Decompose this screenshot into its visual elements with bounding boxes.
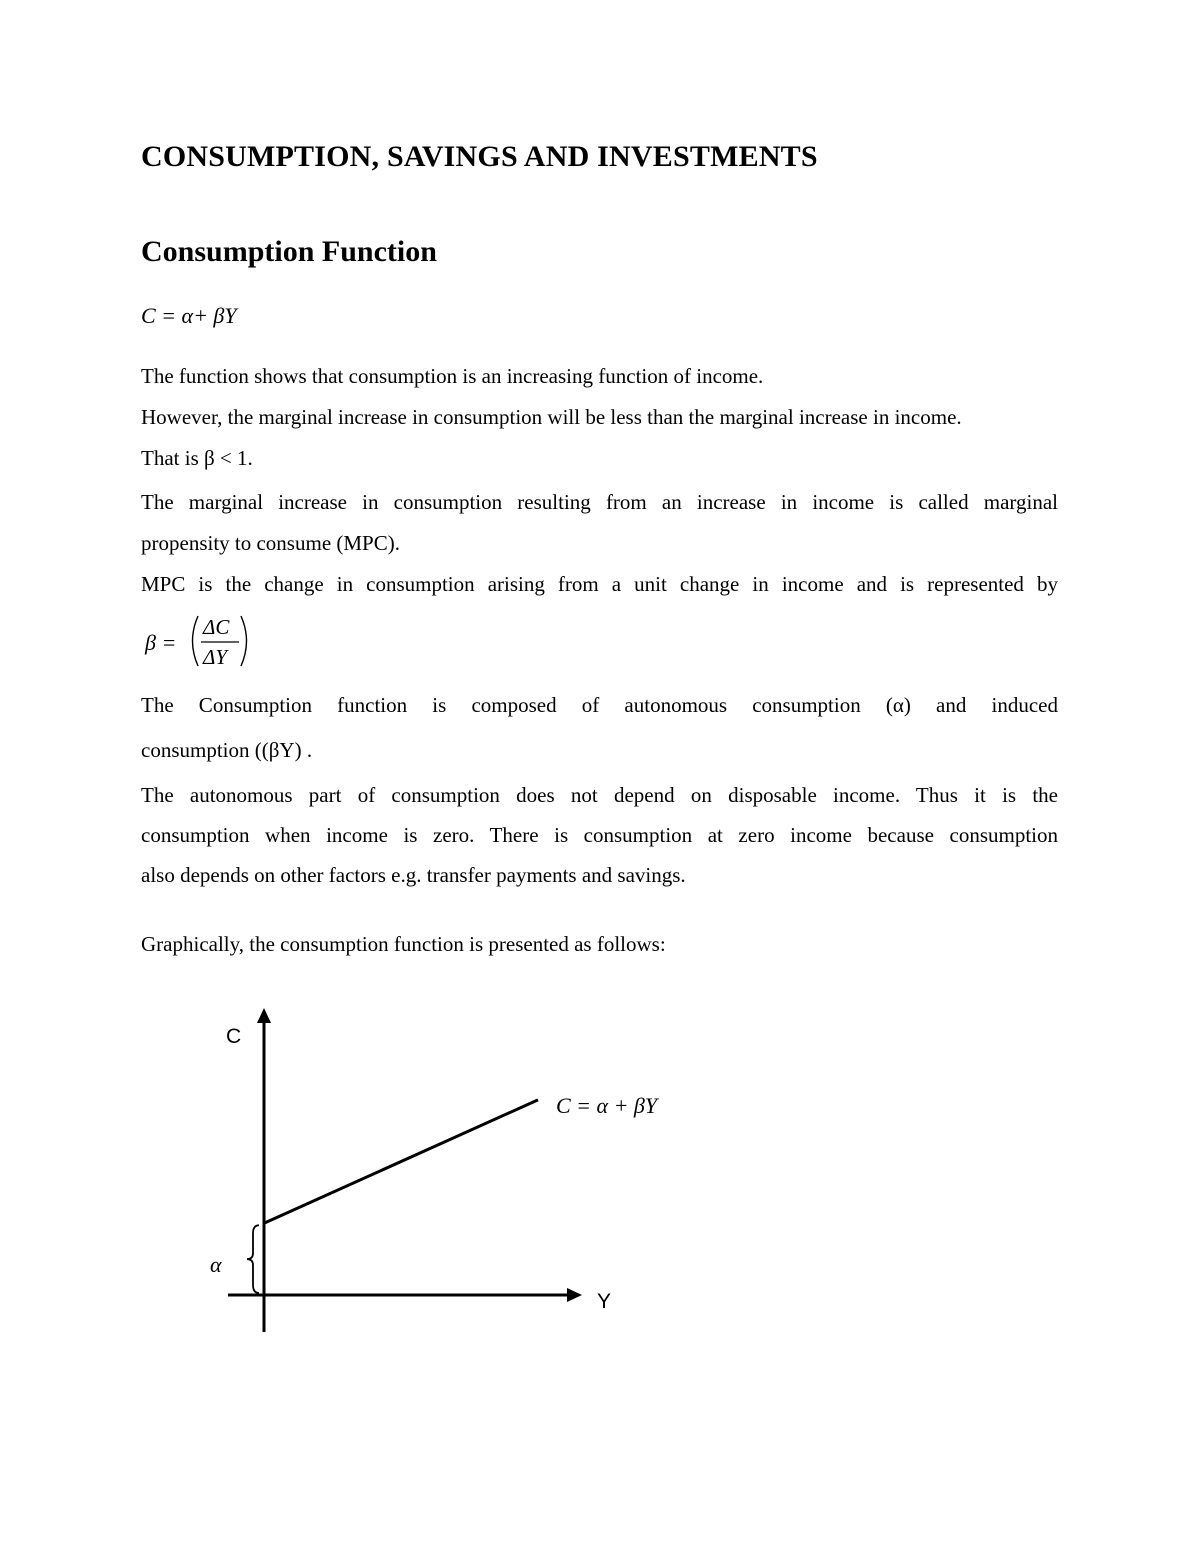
line-label: C = α + βY [556,1093,658,1118]
paragraph-4-line-2: propensity to consume (MPC). [141,531,400,555]
consumption-function-graph [0,990,1200,1350]
mpc-lhs: β = [145,630,177,655]
paragraph-6-line-2: consumption ((βY) . [141,738,313,762]
mpc-denominator: ΔY [203,645,228,669]
y-axis-label: C [226,1025,242,1048]
y-axis-arrow-icon [257,1008,271,1023]
paragraph-3: That is β < 1. [141,446,253,470]
section-heading: Consumption Function [141,235,437,268]
paragraph-5-line-1: MPC is the change in consumption arising from a unit change in income and is represented by [141,572,1058,596]
paragraph-1: The function shows that consumption is an increasing function of income. [141,364,764,388]
page-title: CONSUMPTION, SAVINGS AND INVESTMENTS [141,140,818,173]
right-paren-icon [241,616,247,666]
consumption-equation: C = α+ βY [141,303,237,328]
paragraph-2: However, the marginal increase in consumption will be less than the marginal increase in income. [141,405,962,429]
paragraph-4-line-1: The marginal increase in consumption resulting from an increase in income is called marginal [141,490,1058,514]
mpc-numerator: ΔC [203,615,230,639]
mpc-formula [141,612,341,670]
intercept-label: α [210,1252,222,1277]
paragraph-6-line-1: The Consumption function is composed of autonomous consumption (α) and induced [141,693,1058,717]
paragraph-7-line-1: The autonomous part of consumption does not depend on disposable income. Thus it is the [141,783,1058,807]
intercept-brace-icon [247,1225,259,1293]
x-axis-arrow-icon [567,1288,582,1302]
mpc-formula-graphic [141,612,341,672]
x-axis-label: Y [597,1290,612,1313]
paragraph-7-line-3: also depends on other factors e.g. transfer payments and savings. [141,863,686,887]
paragraph-7-line-2: consumption when income is zero. There is consumption at zero income because consumption [141,823,1058,847]
consumption-line [264,1100,538,1223]
paragraph-8: Graphically, the consumption function is presented as follows: [141,932,666,956]
left-paren-icon [193,616,199,666]
